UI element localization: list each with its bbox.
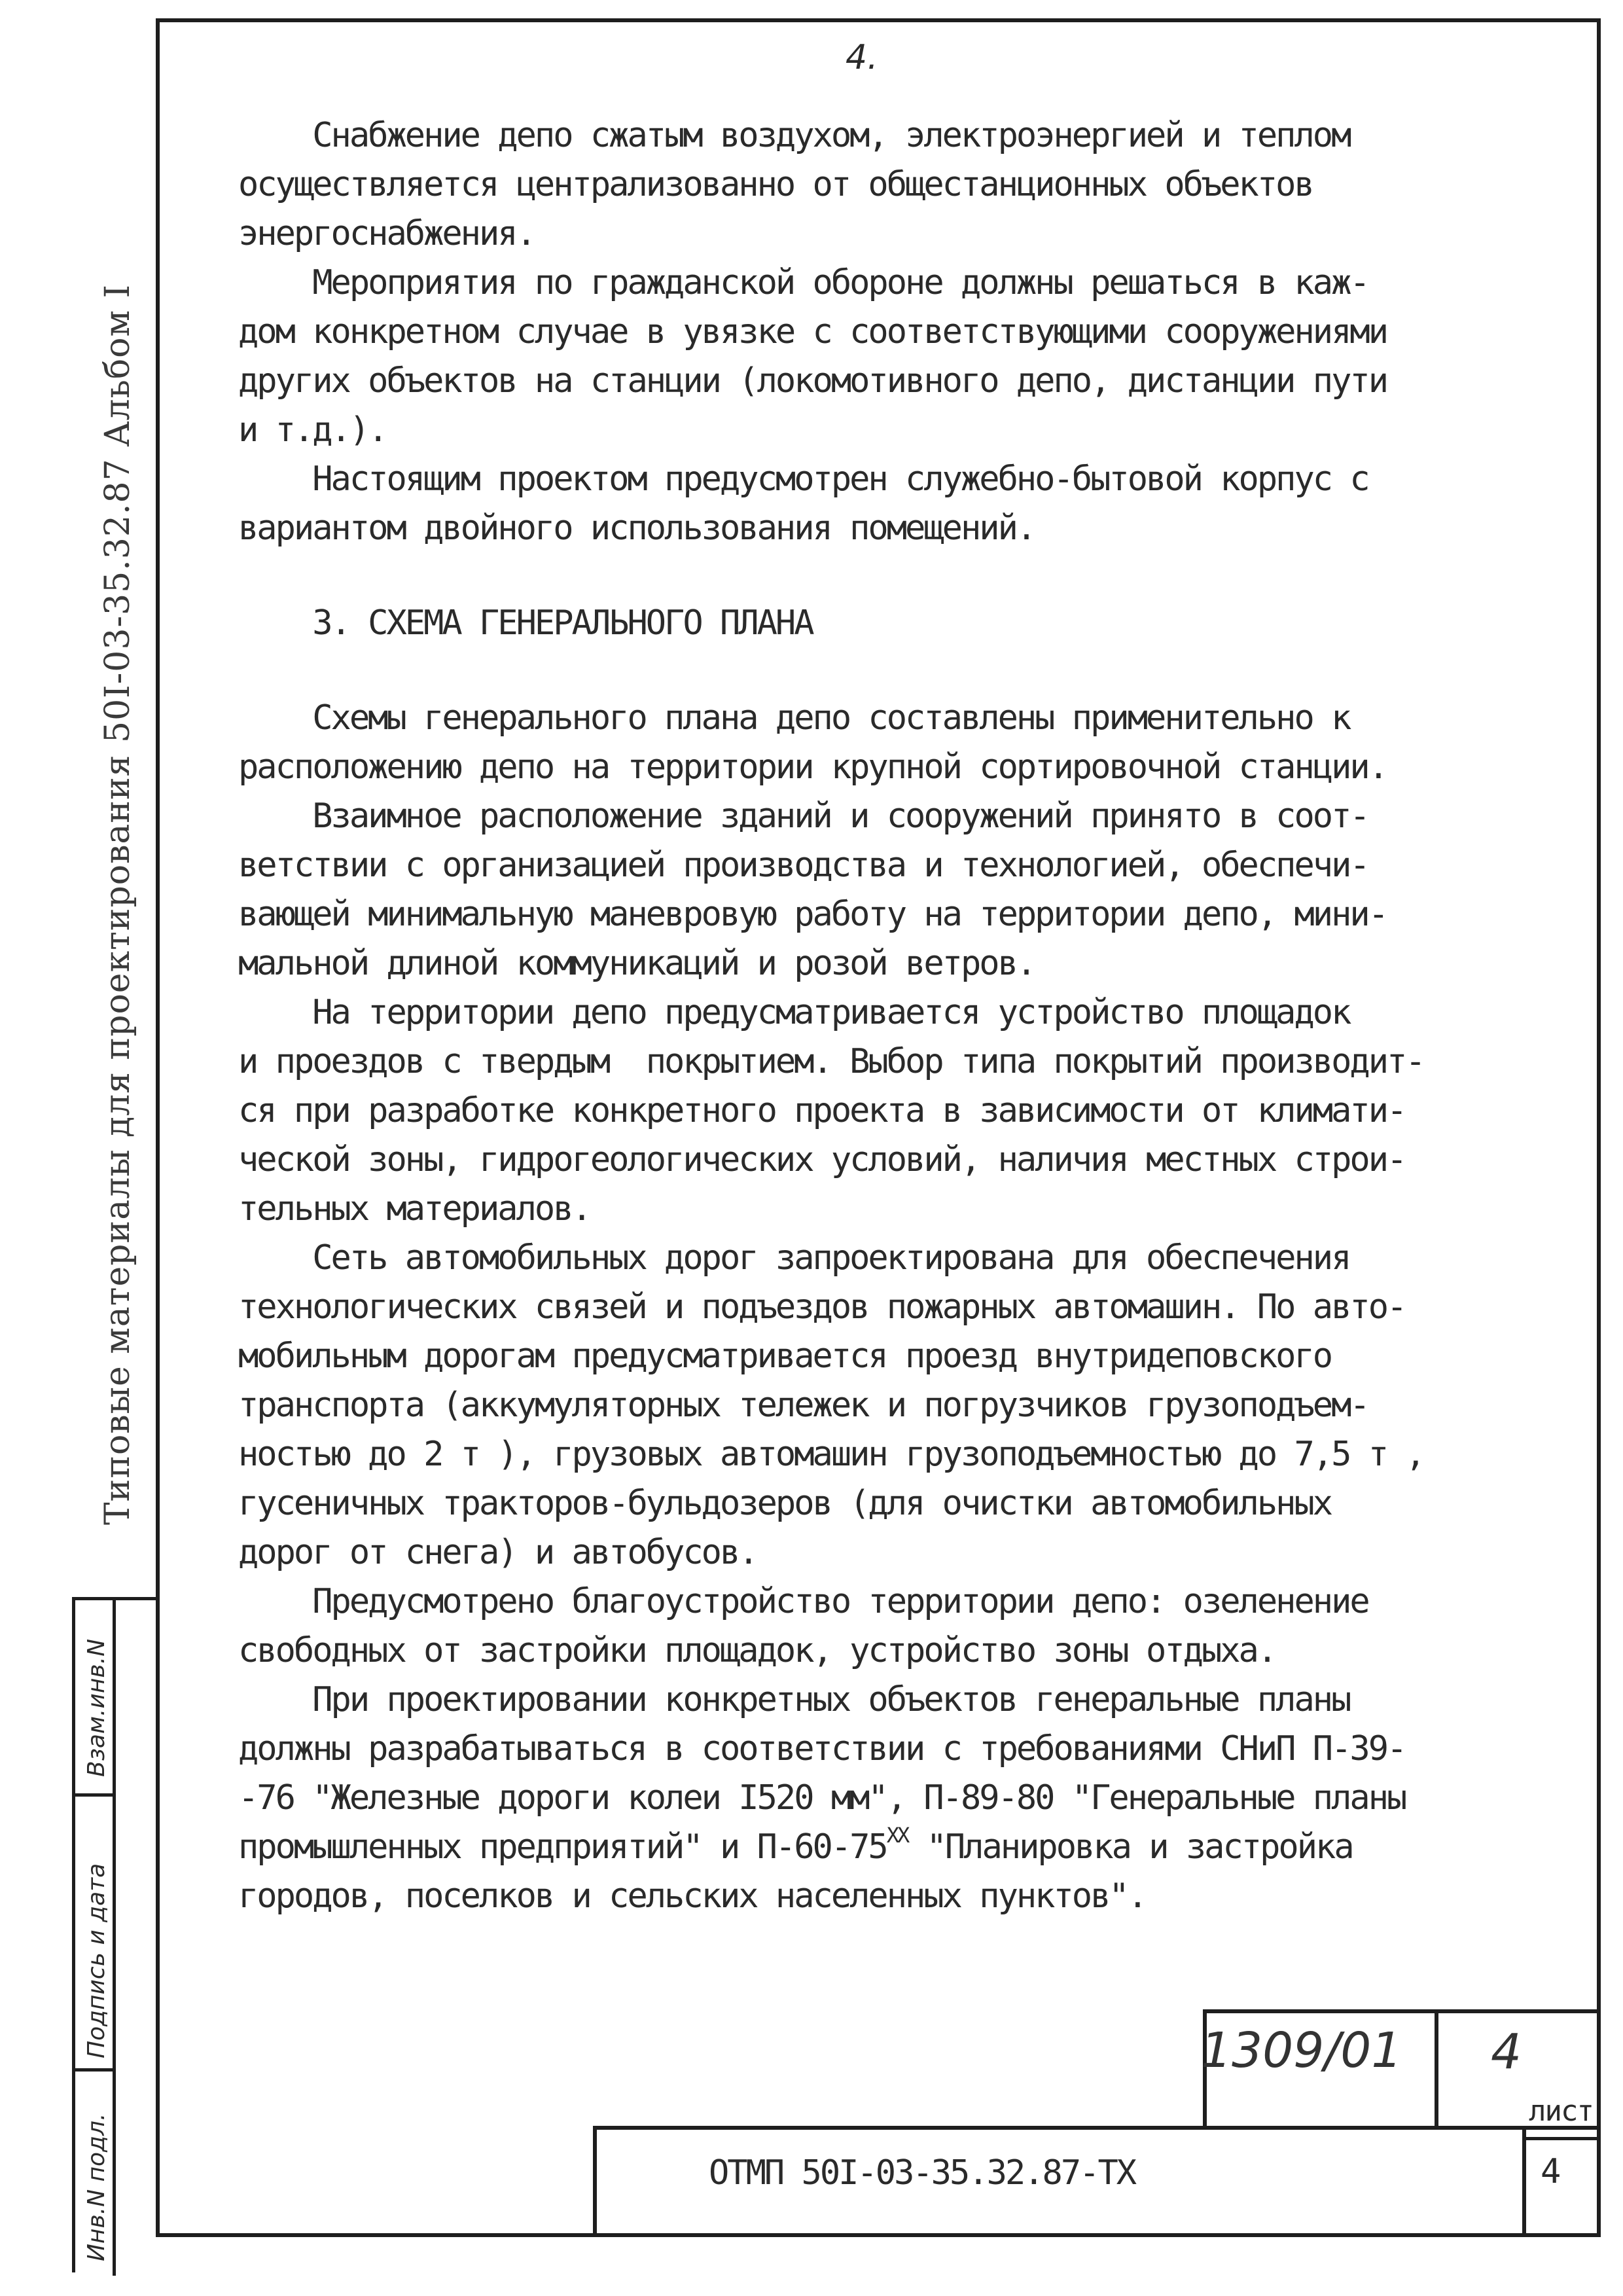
stamp-cell-signature bbox=[75, 1797, 116, 2072]
text-line: Снабжение депо сжатым воздухом, электроэнергией и теплом bbox=[238, 116, 1350, 155]
text-line: Схемы генерального плана депо составлены применительно к bbox=[238, 698, 1350, 738]
text-line: технологических связей и подъездов пожарных автомашин. По авто- bbox=[238, 1287, 1406, 1327]
sheet-label: лист bbox=[1529, 2094, 1593, 2128]
text-line: мальной длиной коммуникаций и розой ветров. bbox=[238, 944, 1035, 983]
text-line: расположению депо на территории крупной сортировочной станции. bbox=[238, 747, 1387, 787]
text-line: транспорта (аккумуляторных тележек и погрузчиков грузоподъем- bbox=[238, 1386, 1368, 1425]
text-line: На территории депо предусматривается устройство площадок bbox=[238, 993, 1350, 1032]
text-line: вающей минимальную маневровую работу на территории депо, мини- bbox=[238, 895, 1387, 934]
section-paragraph-4 bbox=[238, 1234, 1495, 1577]
text-line: Сеть автомобильных дорог запроектирована для обеспечения bbox=[238, 1238, 1350, 1278]
section-paragraph-6 bbox=[238, 1676, 1495, 1921]
document-body bbox=[238, 111, 1495, 1921]
text-line: других объектов на станции (локомотивного депо, дистанции пути bbox=[238, 361, 1387, 401]
text-span: "Планировка и застройка bbox=[908, 1827, 1353, 1867]
handwritten-sheet-number: 4 bbox=[1491, 2024, 1522, 2080]
text-line: вариантом двойного использования помещений. bbox=[238, 509, 1035, 548]
text-line: ческой зоны, гидрогеологических условий, наличия местных строи- bbox=[238, 1140, 1406, 1179]
page-number: 4. bbox=[846, 38, 878, 77]
stamp-cell-inventory bbox=[75, 2072, 116, 2276]
stamp-label: Подпись и дата bbox=[83, 1863, 110, 2058]
text-line: энергоснабжения. bbox=[238, 214, 535, 253]
stamp-cell-replacement bbox=[75, 1600, 116, 1797]
text-line: гусеничных тракторов-бульдозеров (для очистки автомобильных bbox=[238, 1484, 1332, 1523]
text-line: При проектировании конкретных объектов генеральные планы bbox=[238, 1680, 1350, 1719]
section-paragraph-3 bbox=[238, 988, 1495, 1234]
intro-paragraph-1 bbox=[238, 111, 1495, 259]
text-line: ветствии с организацией производства и технологией, обеспечи- bbox=[238, 846, 1368, 885]
approval-stamp-strip bbox=[72, 1597, 156, 2272]
text-line: должны разрабатываться в соответствии с требованиями СНиП П-39- bbox=[238, 1729, 1406, 1768]
text-line: Мероприятия по гражданской обороне должны решаться в каж- bbox=[238, 263, 1368, 302]
text-line: Предусмотрено благоустройство территории депо: озеленение bbox=[238, 1582, 1368, 1621]
album-spine-text: Типовые материалы для проектирования 50I-03-35.32.87 Альбом I bbox=[98, 284, 137, 1525]
text-line-with-superscript bbox=[238, 1823, 1495, 1872]
sheet-box-rule bbox=[1522, 2137, 1601, 2140]
text-line: ностью до 2 т ), грузовых автомашин грузоподъемностью до 7,5 т , bbox=[238, 1435, 1424, 1474]
text-line: -76 "Железные дороги колеи I520 мм", П-89-80 "Генеральные планы bbox=[238, 1778, 1406, 1818]
sheet-box-divider bbox=[1522, 2126, 1526, 2237]
section-heading: 3. СХЕМА ГЕНЕРАЛЬНОГО ПЛАНА bbox=[238, 603, 813, 643]
superscript: XX bbox=[886, 1822, 908, 1848]
text-line: мобильным дорогам предусматривается проезд внутридеповского bbox=[238, 1336, 1332, 1376]
text-line: Настоящим проектом предусмотрен служебно-бытовой корпус с bbox=[238, 459, 1368, 499]
title-block-top-rule bbox=[593, 2126, 1601, 2130]
text-line: дорог от снега) и автобусов. bbox=[238, 1533, 757, 1572]
text-line: городов, поселков и сельских населенных пунктов". bbox=[238, 1876, 1147, 1916]
section-paragraph-1 bbox=[238, 694, 1495, 792]
text-line: Взаимное расположение зданий и сооружений принято в соот- bbox=[238, 797, 1368, 836]
number-box-top-rule bbox=[1203, 2009, 1601, 2013]
section-paragraph-2 bbox=[238, 792, 1495, 988]
text-line: осуществляется централизованно от общестанционных объектов bbox=[238, 165, 1313, 204]
text-span: промышленных предприятий" и П-60-75 bbox=[238, 1827, 887, 1867]
sheet-number: 4 bbox=[1541, 2152, 1561, 2191]
stamp-label: Взам.инв.N bbox=[83, 1638, 110, 1777]
document-code: ОТМП 50I-03-35.32.87-ТХ bbox=[709, 2153, 1135, 2193]
handwritten-order-number: 1309/01 bbox=[1201, 2022, 1402, 2079]
text-line: свободных от застройки площадок, устройство зоны отдыха. bbox=[238, 1631, 1276, 1670]
text-line: тельных материалов. bbox=[238, 1189, 590, 1229]
stamp-label: Инв.N подл. bbox=[83, 2113, 110, 2261]
title-block-left-rule bbox=[593, 2126, 597, 2237]
intro-paragraph-3 bbox=[238, 455, 1495, 553]
number-box-divider bbox=[1435, 2009, 1438, 2127]
text-line: ся при разработке конкретного проекта в зависимости от климати- bbox=[238, 1091, 1406, 1130]
text-line: и т.д.). bbox=[238, 410, 387, 450]
text-line: дом конкретном случае в увязке с соответствующими сооружениями bbox=[238, 312, 1387, 351]
intro-paragraph-2 bbox=[238, 259, 1495, 455]
section-paragraph-5 bbox=[238, 1577, 1495, 1676]
text-line: и проездов с твердым покрытием. Выбор типа покрытий производит- bbox=[238, 1042, 1424, 1081]
